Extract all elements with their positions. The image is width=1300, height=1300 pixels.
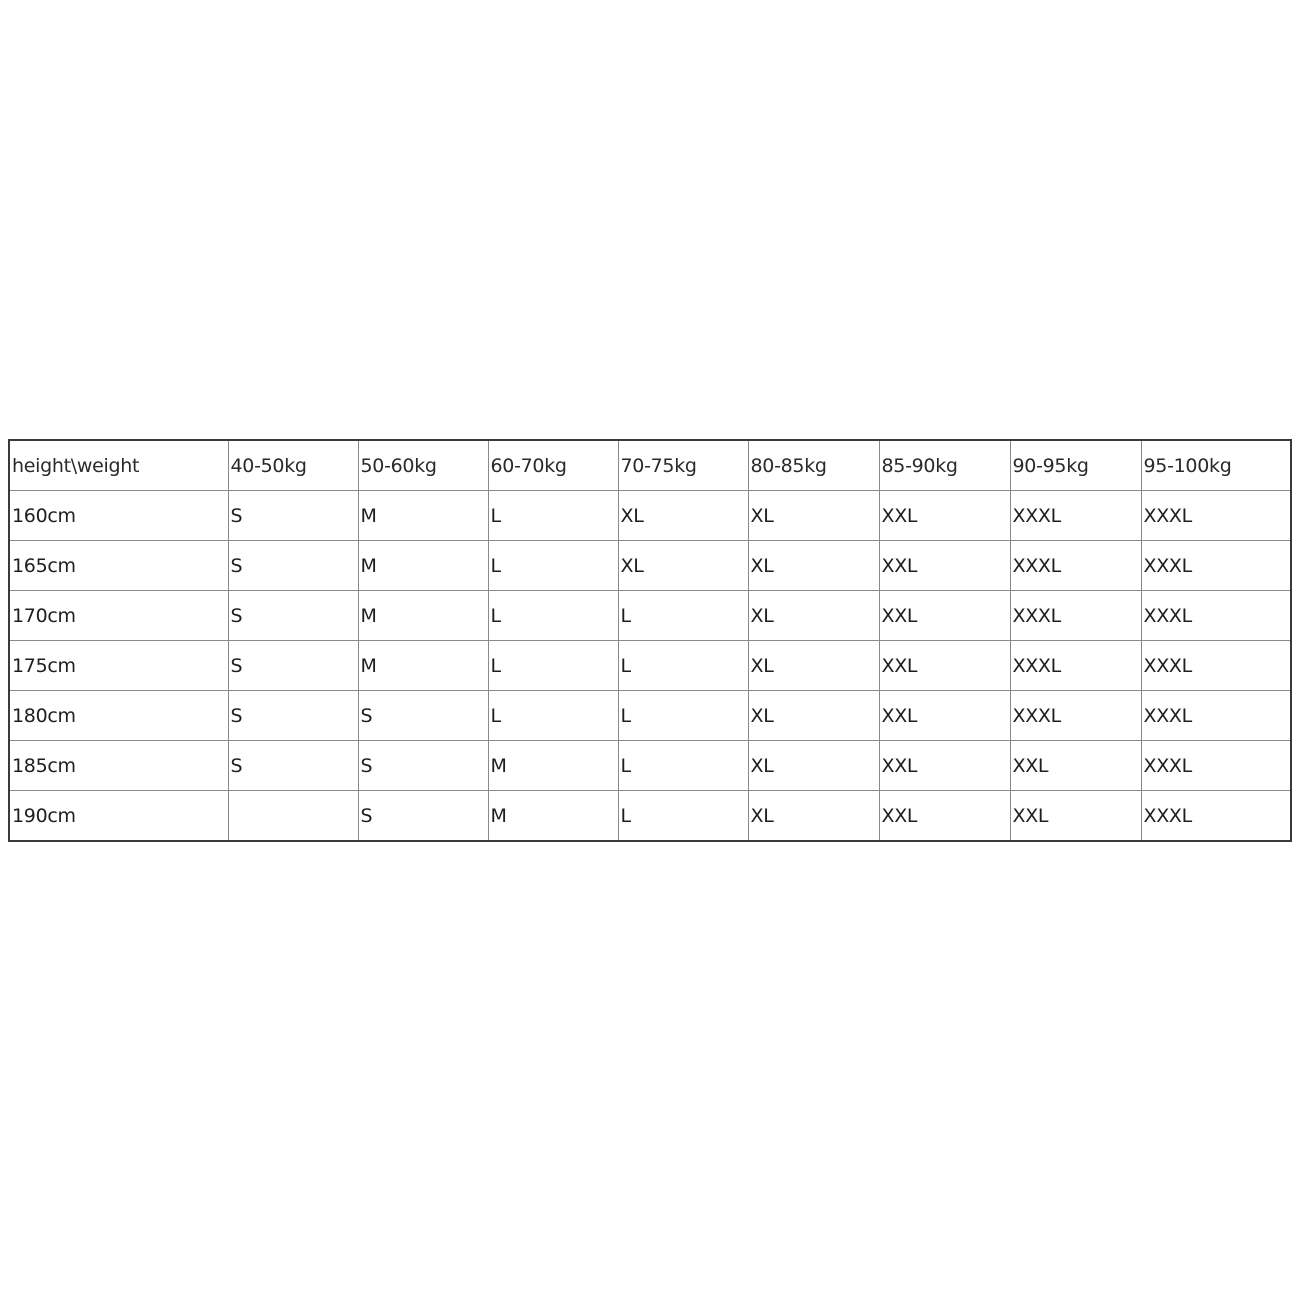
size-cell: L <box>618 591 748 641</box>
size-cell: S <box>228 591 358 641</box>
table-row <box>9 741 1291 791</box>
size-cell: XXL <box>879 591 1010 641</box>
row-height-label: 160cm <box>9 491 228 541</box>
column-header: 40-50kg <box>228 440 358 491</box>
size-cell: S <box>358 691 488 741</box>
size-chart-table <box>8 439 1292 842</box>
size-cell: XXXL <box>1010 491 1141 541</box>
size-cell: XXL <box>879 641 1010 691</box>
size-cell: S <box>228 741 358 791</box>
size-cell: L <box>488 641 618 691</box>
size-cell: XL <box>748 791 879 842</box>
size-cell: L <box>488 591 618 641</box>
size-cell: XXXL <box>1141 591 1291 641</box>
column-header: 70-75kg <box>618 440 748 491</box>
size-cell: XXL <box>1010 741 1141 791</box>
size-cell: M <box>358 591 488 641</box>
table-header-row <box>9 440 1291 491</box>
size-cell: XL <box>748 491 879 541</box>
size-cell: S <box>358 741 488 791</box>
size-cell: S <box>358 791 488 842</box>
size-cell: XL <box>748 691 879 741</box>
size-cell: S <box>228 541 358 591</box>
row-height-label: 180cm <box>9 691 228 741</box>
column-header: 80-85kg <box>748 440 879 491</box>
size-cell: L <box>618 641 748 691</box>
column-header: 85-90kg <box>879 440 1010 491</box>
column-header: 90-95kg <box>1010 440 1141 491</box>
size-cell <box>228 791 358 842</box>
size-cell: XXXL <box>1010 691 1141 741</box>
size-cell: M <box>358 491 488 541</box>
size-cell: M <box>358 641 488 691</box>
column-header: 95-100kg <box>1141 440 1291 491</box>
size-cell: XXXL <box>1141 641 1291 691</box>
size-cell: L <box>618 741 748 791</box>
size-cell: L <box>488 491 618 541</box>
row-height-label: 190cm <box>9 791 228 842</box>
column-header: 50-60kg <box>358 440 488 491</box>
size-cell: M <box>488 741 618 791</box>
row-height-label: 175cm <box>9 641 228 691</box>
size-cell: XXL <box>1010 791 1141 842</box>
table-row <box>9 541 1291 591</box>
corner-header: height\weight <box>9 440 228 491</box>
table-row <box>9 491 1291 541</box>
row-height-label: 170cm <box>9 591 228 641</box>
size-cell: XL <box>618 491 748 541</box>
column-header: 60-70kg <box>488 440 618 491</box>
size-cell: XL <box>748 641 879 691</box>
size-cell: M <box>358 541 488 591</box>
size-cell: XXL <box>879 741 1010 791</box>
size-cell: XXXL <box>1141 791 1291 842</box>
size-cell: L <box>488 691 618 741</box>
size-cell: L <box>618 691 748 741</box>
size-cell: XL <box>618 541 748 591</box>
size-cell: XXXL <box>1141 691 1291 741</box>
size-cell: XXL <box>879 691 1010 741</box>
size-cell: XXL <box>879 541 1010 591</box>
size-cell: XXL <box>879 791 1010 842</box>
size-cell: M <box>488 791 618 842</box>
size-cell: XXXL <box>1141 741 1291 791</box>
table-row <box>9 641 1291 691</box>
size-cell: XXXL <box>1010 541 1141 591</box>
size-cell: XXXL <box>1010 641 1141 691</box>
size-cell: XL <box>748 541 879 591</box>
table-row <box>9 791 1291 842</box>
table-row <box>9 591 1291 641</box>
size-cell: XXL <box>879 491 1010 541</box>
size-cell: S <box>228 641 358 691</box>
size-cell: XXXL <box>1141 541 1291 591</box>
row-height-label: 165cm <box>9 541 228 591</box>
size-cell: XXXL <box>1010 591 1141 641</box>
row-height-label: 185cm <box>9 741 228 791</box>
size-cell: XL <box>748 591 879 641</box>
size-cell: L <box>488 541 618 591</box>
size-cell: L <box>618 791 748 842</box>
size-cell: S <box>228 691 358 741</box>
size-cell: XXXL <box>1141 491 1291 541</box>
size-cell: XL <box>748 741 879 791</box>
table-row <box>9 691 1291 741</box>
size-cell: S <box>228 491 358 541</box>
